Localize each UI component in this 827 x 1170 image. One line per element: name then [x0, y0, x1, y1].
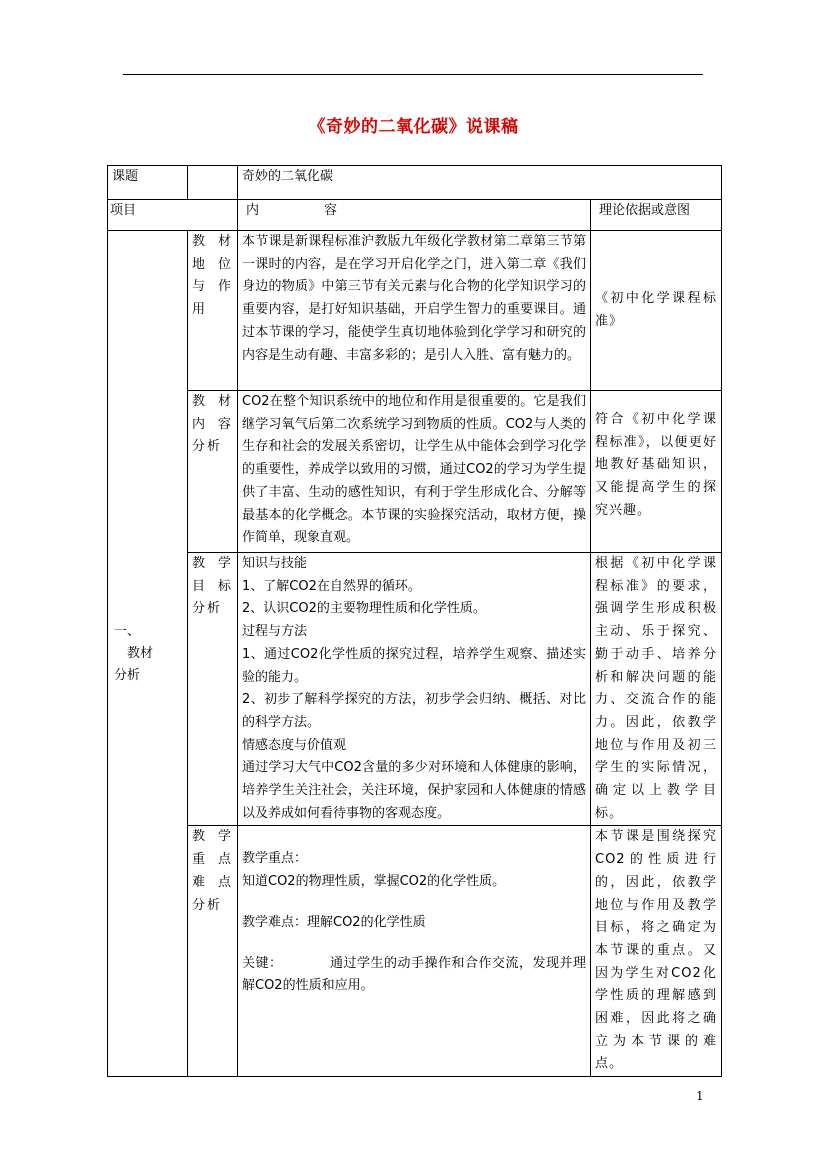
content-line: 教学重点： — [242, 851, 308, 867]
table-row-topic — [108, 166, 722, 200]
table-row — [108, 826, 722, 1077]
content-paragraph: CO2在整个知识系统中的地位和作用是很重要的。它是我们继学习氧气后第二次系统学习到物质的性质。CO2与人类的生存和社会的发展关系密切，让学生从中能体会到学习化学的重要性，养成学以致用的习惯，通过CO2的学习为学生提供了丰富、生动的感性知识，有利于学生形成化合、分解等最基本的化学概念。本节课的实验探究活动，取材方便，操作简单，现象直观。 — [242, 394, 586, 546]
content-line: 知道CO2的物理性质，掌握CO2的化学性质。 — [242, 874, 506, 890]
content-line: 过程与方法 — [242, 624, 308, 640]
row-subject-label: 教学目标分析 — [188, 553, 238, 826]
lesson-table — [107, 165, 722, 1077]
content-line: 知识与技能 — [242, 556, 308, 571]
table-row — [108, 231, 722, 391]
item-header: 项目 — [108, 200, 238, 231]
row-subject-label: 教学重点难点分析 — [188, 826, 238, 1077]
content-line: 通过学习大气中CO2含量的多少对环境和人体健康的影响，培养学生关注社会，关注环境，保护家园和人体健康的情感以及养成如何看待事物的客观态度。 — [242, 760, 586, 821]
row-basis: 本节课是围绕探究CO2的性质进行的，因此，依教学地位与作用及教学目标，将之确定为本节课的重点。又因为学生对CO2化学性质的理解感到困难，因此将之确立为本节课的难点。 — [591, 826, 722, 1077]
row-subject-label: 教材地位与作用 — [188, 231, 238, 391]
content-paragraph: 本节课是新课程标准沪教版九年级化学教材第二章第三节第一课时的内容，是在学习开启化学之门，进入第二章《我们身边的物质》中第三节有关元素与化合物的化学知识学习的重要内容，是打好知识基础，开启学生智力的重要课目。通过本节课的学习，能使学生真切地体验到化学学习和研究的内容是生动有趣、丰富多彩的；是引人入胜、富有魅力的。 — [242, 234, 586, 363]
table-row — [108, 553, 722, 826]
content-line: 1、通过CO2化学性质的探究过程，培养学生观察、描述实验的能力。 — [242, 646, 586, 685]
content-line: 关键： 通过学生的动手操作和合作交流，发现并理解CO2的性质和应用。 — [242, 955, 586, 994]
row-basis: 根据《初中化学课程标准》的要求，强调学生形成积极主动、乐于探究、勤于动手、培养分析和解决问题的能力、交流合作的能力。因此，依教学地位与作用及初三学生的实际情况，确定以上教学目标。 — [591, 553, 722, 826]
document-title: 《奇妙的二氧化碳》说课稿 — [308, 117, 519, 137]
section-label: 一、 教材 分析 — [108, 231, 188, 1077]
page-number: 1 — [696, 1089, 704, 1103]
header-rule — [123, 74, 703, 75]
row-content — [238, 826, 591, 1077]
topic-label: 课题 — [108, 166, 188, 200]
row-content — [238, 231, 591, 391]
content-line: 2、认识CO2的主要物理性质和化学性质。 — [242, 601, 486, 617]
content-line: 教学难点：理解CO2的化学性质 — [242, 914, 426, 930]
content-line: 1、了解CO2在自然界的循环。 — [242, 578, 421, 594]
row-content — [238, 553, 591, 826]
row-content — [238, 391, 591, 553]
row-basis: 符合《初中化学课程标准》，以便更好地教好基础知识，又能提高学生的探究兴趣。 — [591, 391, 722, 553]
row-subject-label: 教材内容分析 — [188, 391, 238, 553]
content-line: 情感态度与价值观 — [242, 737, 347, 753]
basis-header: 理论依据或意图 — [591, 200, 722, 231]
content-header: 内 容 — [238, 200, 591, 231]
row-basis: 《初中化学课程标准》 — [591, 231, 722, 391]
content-line: 2、初步了解科学探究的方法，初步学会归纳、概括、对比的科学方法。 — [242, 692, 586, 730]
topic-value: 奇妙的二氧化碳 — [238, 166, 722, 200]
table-row — [108, 391, 722, 553]
table-row-header — [108, 200, 722, 231]
